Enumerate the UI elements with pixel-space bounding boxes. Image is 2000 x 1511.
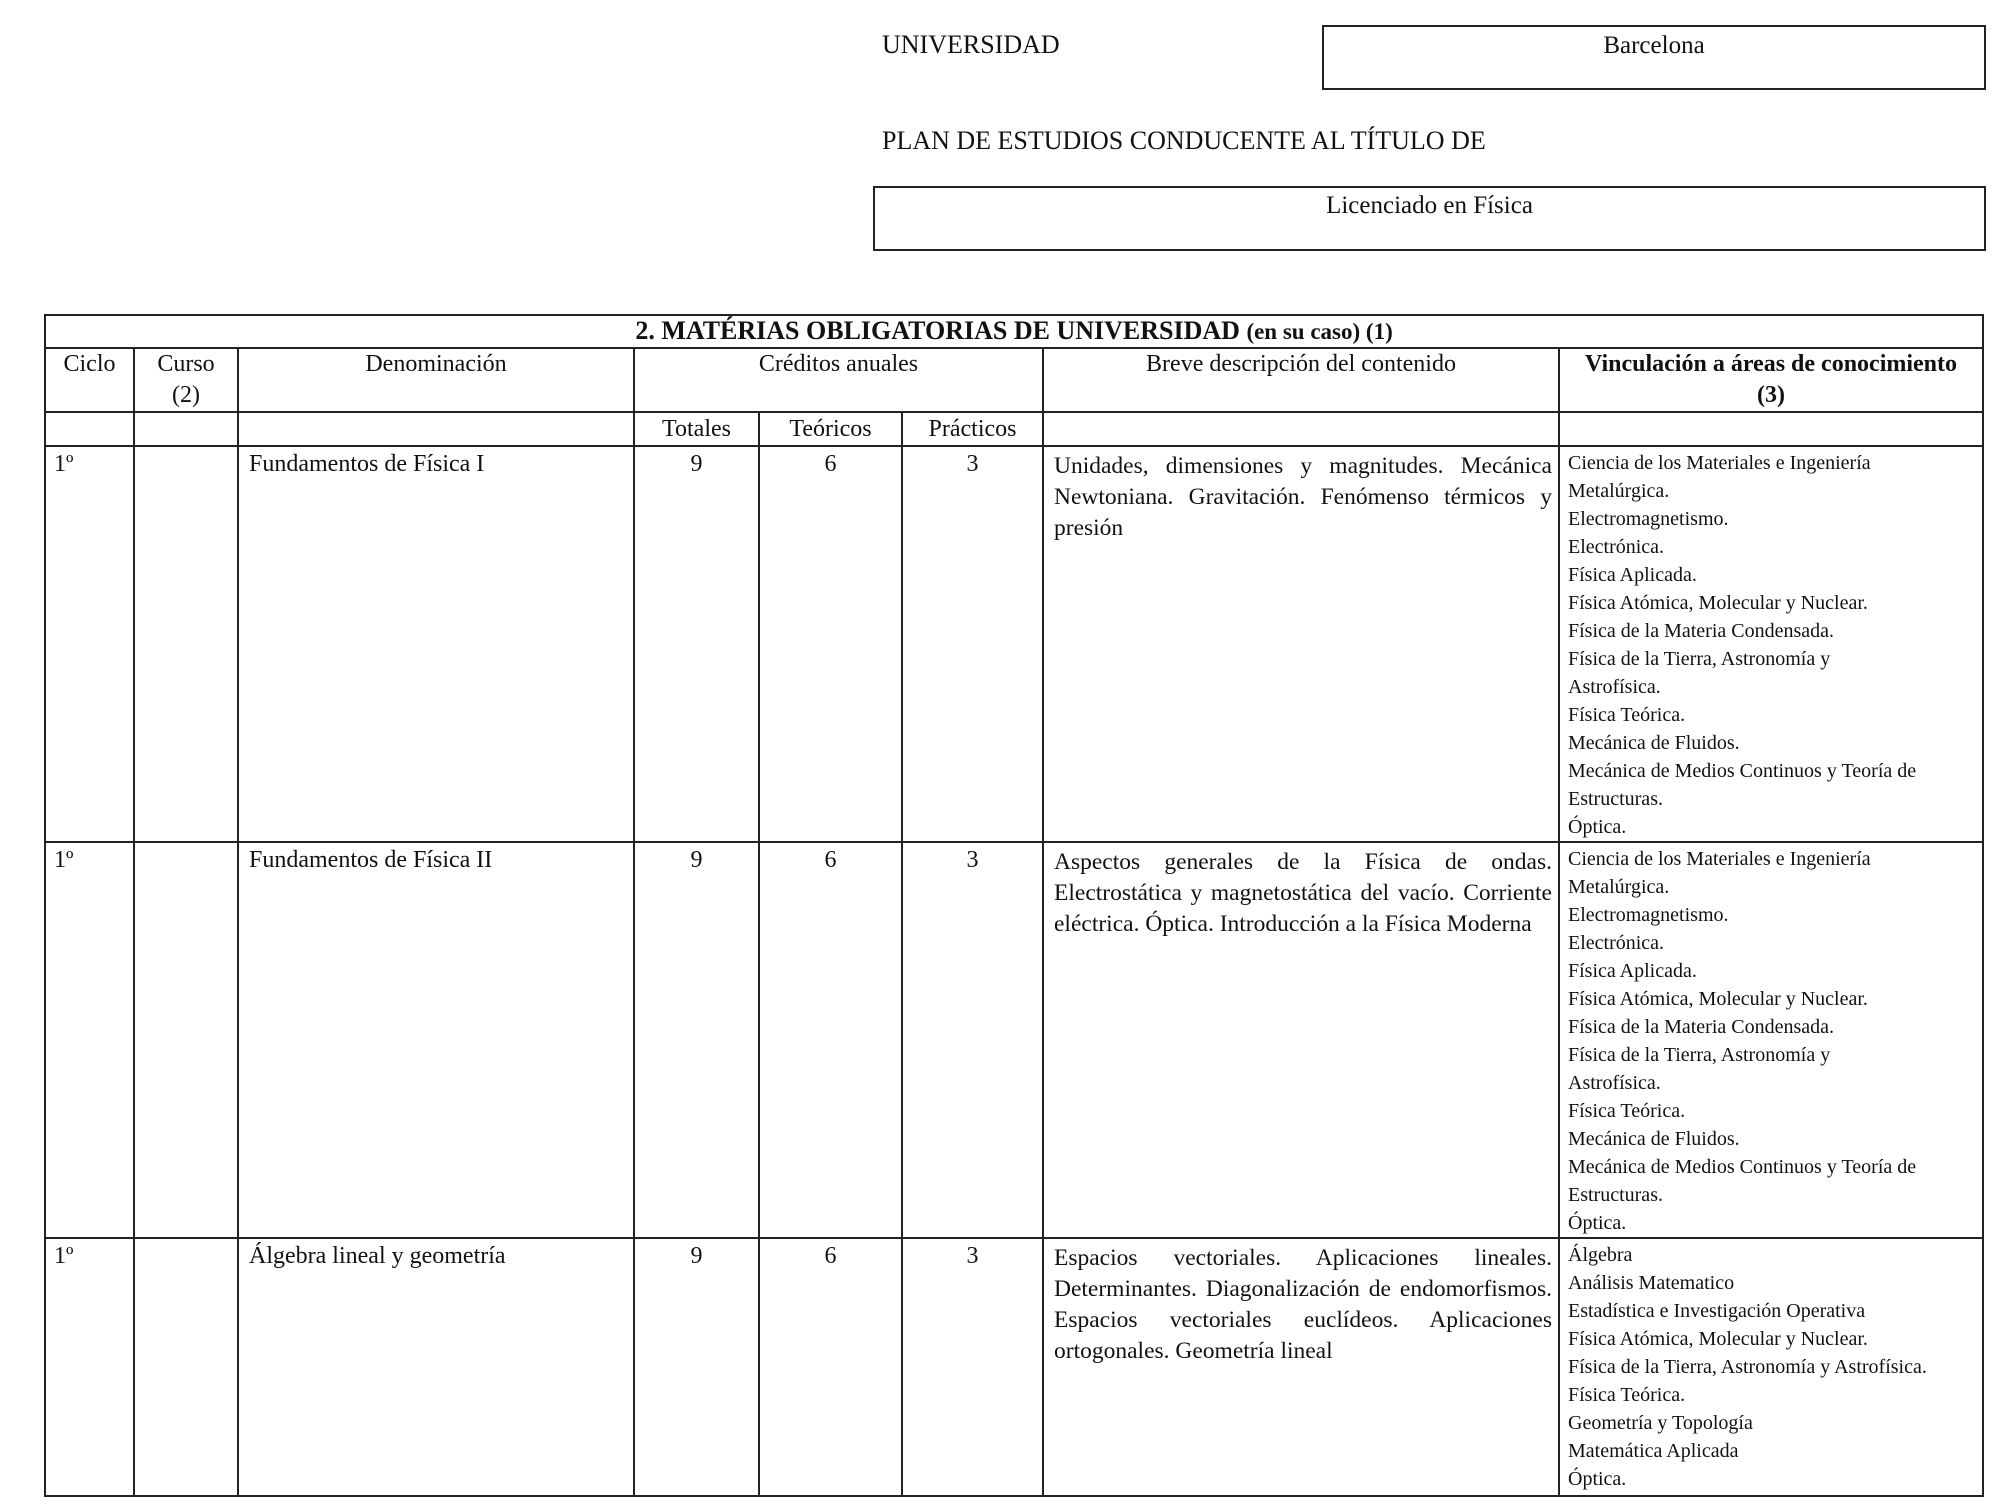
area-item: Geometría y Topología [1568, 1412, 1753, 1434]
area-item: Álgebra [1568, 1244, 1633, 1266]
header-vinculacion-label: Vinculación a áreas de conocimiento [1585, 351, 1958, 377]
area-item: Estadística e Investigación Operativa [1568, 1300, 1866, 1322]
area-item: Electrónica. [1568, 932, 1665, 954]
universidad-box [1322, 25, 1986, 90]
area-item: Física Aplicada. [1568, 564, 1697, 586]
cell-curso [134, 842, 238, 1238]
header-practicos: Prácticos [902, 412, 1043, 446]
area-item: Física Atómica, Molecular y Nuclear. [1568, 988, 1868, 1010]
universidad-value: Barcelona [1603, 32, 1705, 59]
column-header-row [45, 348, 1983, 412]
titulo-box [873, 186, 1986, 251]
cell-teoricos: 6 [759, 1238, 902, 1496]
cell-areas [1559, 1238, 1983, 1496]
area-item: Estructuras. [1568, 788, 1663, 810]
cell-areas [1559, 446, 1983, 842]
cell-totales: 9 [634, 842, 759, 1238]
area-item: Física Atómica, Molecular y Nuclear. [1568, 592, 1868, 614]
area-item: Óptica. [1568, 816, 1627, 838]
area-item: Metalúrgica. [1568, 480, 1670, 502]
area-item: Física de la Materia Condensada. [1568, 1016, 1835, 1038]
cell-descripcion: Unidades, dimensiones y magnitudes. Mecánica Newtoniana. Gravitación. Fenómenso térmicos y presión [1043, 446, 1559, 842]
sub-header-empty [134, 412, 238, 446]
materias-table [44, 314, 1984, 1497]
header-denominacion: Denominación [238, 348, 634, 412]
area-item: Física de la Tierra, Astronomía y [1568, 648, 1831, 670]
area-item: Física de la Tierra, Astronomía y Astrofísica. [1568, 1356, 1927, 1378]
area-item: Análisis Matematico [1568, 1272, 1735, 1294]
area-item: Óptica. [1568, 1468, 1627, 1490]
header-creditos: Créditos anuales [634, 348, 1043, 412]
sub-header-row [45, 412, 1983, 446]
table-title-main: 2. MATÉRIAS OBLIGATORIAS DE UNIVERSIDAD [635, 316, 1240, 345]
table-title-suffix: (en su caso) (1) [1246, 319, 1393, 344]
area-item: Ciencia de los Materiales e Ingeniería [1568, 452, 1871, 474]
area-item: Física Aplicada. [1568, 960, 1697, 982]
header-vinculacion [1559, 348, 1983, 412]
header-vinculacion-note: (3) [1757, 382, 1786, 408]
area-item: Estructuras. [1568, 1184, 1663, 1206]
cell-descripcion: Aspectos generales de la Física de ondas. Electrostática y magnetostática del vacío. Corriente eléctrica. Óptica. Introducción a la Física Moderna [1043, 842, 1559, 1238]
area-item: Electromagnetismo. [1568, 904, 1729, 926]
area-item: Electromagnetismo. [1568, 508, 1729, 530]
cell-teoricos: 6 [759, 446, 902, 842]
cell-areas [1559, 842, 1983, 1238]
cell-ciclo: 1º [45, 1238, 134, 1496]
area-item: Física Atómica, Molecular y Nuclear. [1568, 1328, 1868, 1350]
cell-practicos: 3 [902, 1238, 1043, 1496]
table-title [45, 315, 1983, 348]
area-item: Ciencia de los Materiales e Ingeniería [1568, 848, 1871, 870]
sub-header-empty [1559, 412, 1983, 446]
cell-denominacion: Fundamentos de Física II [238, 842, 634, 1238]
area-item: Mecánica de Medios Continuos y Teoría de [1568, 1156, 1917, 1178]
area-item: Física de la Materia Condensada. [1568, 620, 1835, 642]
area-item: Matemática Aplicada [1568, 1440, 1739, 1462]
header-ciclo: Ciclo [45, 348, 134, 412]
header-curso [134, 348, 238, 412]
header-curso-label: Curso [157, 351, 215, 377]
cell-totales: 9 [634, 446, 759, 842]
area-item: Mecánica de Medios Continuos y Teoría de [1568, 760, 1917, 782]
header-curso-note: (2) [172, 382, 200, 408]
cell-descripcion: Espacios vectoriales. Aplicaciones lineales. Determinantes. Diagonalización de endomorfismos. Espacios vectoriales euclídeos. Aplicaciones ortogonales. Geometría lineal [1043, 1238, 1559, 1496]
header-teoricos: Teóricos [759, 412, 902, 446]
area-item: Mecánica de Fluidos. [1568, 1128, 1740, 1150]
cell-denominacion: Fundamentos de Física I [238, 446, 634, 842]
cell-totales: 9 [634, 1238, 759, 1496]
titulo-value: Licenciado en Física [1326, 192, 1533, 219]
area-item: Electrónica. [1568, 536, 1665, 558]
cell-teoricos: 6 [759, 842, 902, 1238]
cell-denominacion: Álgebra lineal y geometría [238, 1238, 634, 1496]
cell-ciclo: 1º [45, 842, 134, 1238]
header-totales: Totales [634, 412, 759, 446]
area-item: Física Teórica. [1568, 704, 1686, 726]
area-item: Óptica. [1568, 1212, 1627, 1234]
area-item: Astrofísica. [1568, 676, 1661, 698]
cell-practicos: 3 [902, 842, 1043, 1238]
area-item: Física Teórica. [1568, 1384, 1686, 1406]
universidad-label: UNIVERSIDAD [882, 30, 1060, 59]
cell-curso [134, 446, 238, 842]
area-item: Astrofísica. [1568, 1072, 1661, 1094]
cell-practicos: 3 [902, 446, 1043, 842]
sub-header-empty [45, 412, 134, 446]
table-row [45, 446, 1983, 842]
sub-header-empty [238, 412, 634, 446]
cell-ciclo: 1º [45, 446, 134, 842]
plan-label: PLAN DE ESTUDIOS CONDUCENTE AL TÍTULO DE [882, 126, 1486, 155]
area-item: Física de la Tierra, Astronomía y [1568, 1044, 1831, 1066]
header-descripcion: Breve descripción del contenido [1043, 348, 1559, 412]
cell-curso [134, 1238, 238, 1496]
table-row [45, 1238, 1983, 1496]
area-item: Física Teórica. [1568, 1100, 1686, 1122]
table-title-row [45, 315, 1983, 348]
table-row [45, 842, 1983, 1238]
area-item: Mecánica de Fluidos. [1568, 732, 1740, 754]
sub-header-empty [1043, 412, 1559, 446]
area-item: Metalúrgica. [1568, 876, 1670, 898]
